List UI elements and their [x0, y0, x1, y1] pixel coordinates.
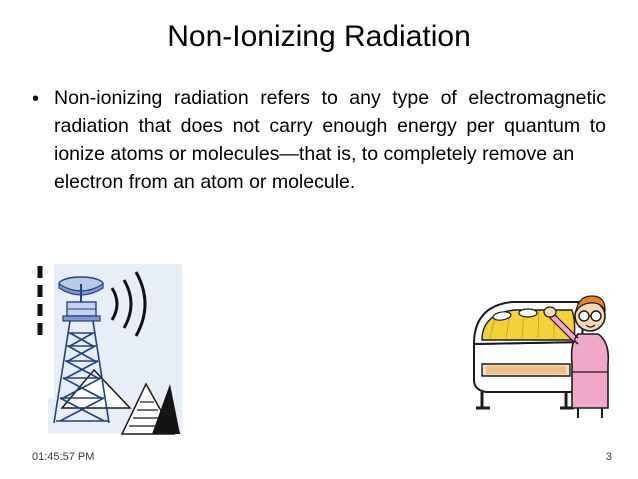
- bullet-text: Non-ionizing radiation refers to any type of electromagnetic radiation that does not carry enough energy per quantum to ionize atoms or molecules—that is, to completely remove an: [54, 87, 606, 165]
- body-content: [32, 84, 606, 196]
- footer-timestamp: 01:45:57 PM: [32, 451, 95, 463]
- footer-page-number: 3: [605, 451, 612, 463]
- bullet-marker: •: [32, 88, 40, 110]
- radio-tower-illustration: [34, 258, 184, 443]
- tower-graphic: [34, 258, 184, 443]
- bullet-text-last-line: electron from an atom or molecule.: [54, 171, 356, 193]
- bullet-text-wrapper: [54, 84, 606, 196]
- tanning-bed-graphic: [466, 272, 618, 422]
- page-title: Non-Ionizing Radiation: [167, 20, 471, 53]
- list-item: [32, 84, 606, 196]
- tanning-bed-illustration: [466, 272, 618, 422]
